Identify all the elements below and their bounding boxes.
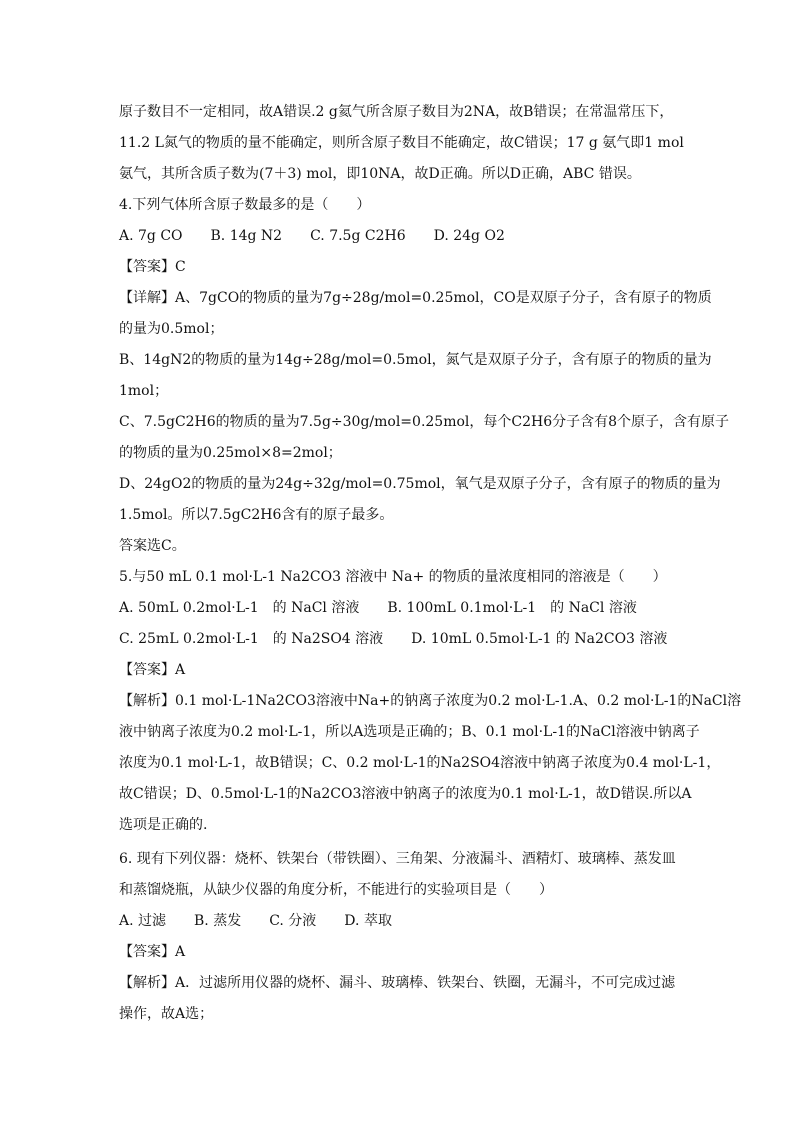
- options-6: A. 过滤 B. 蒸发 C. 分液 D. 萃取: [119, 913, 392, 929]
- question-6: 6. 现有下列仪器：烧杯、铁架台（带铁圈）、三角架、分液漏斗、酒精灯、玻璃棒、蒸发皿: [119, 851, 676, 867]
- question-4: 4.下列气体所含原子数最多的是（ ）: [119, 197, 371, 213]
- text-line: 11.2 L氮气的物质的量不能确定，则所含原子数目不能确定，故C错误；17 g 氨气即1 mol: [119, 135, 684, 151]
- options-4: A. 7g CO B. 14g N2 C. 7.5g C2H6 D. 24g O2: [119, 228, 505, 244]
- text-line: 的物质的量为0.25mol×8=2mol；: [119, 445, 342, 461]
- text-line: 【解析】0.1 mol·L-1Na2CO3溶液中Na+的钠离子浓度为0.2 mol·L-1.A、0.2 mol·L-1的NaCl溶: [119, 693, 742, 709]
- answer-label: 【答案】A: [119, 662, 186, 678]
- answer-label: 【答案】C: [119, 259, 186, 275]
- text-line: 操作，故A选；: [119, 1006, 214, 1022]
- answer-label: 【答案】A: [119, 944, 186, 960]
- question-5: 5.与50 mL 0.1 mol·L-1 Na2CO3 溶液中 Na+ 的物质的量浓度相同的溶液是（ ）: [119, 569, 667, 585]
- text-line: 【解析】A．过滤所用仪器的烧杯、漏斗、玻璃棒、铁架台、铁圈，无漏斗，不可完成过滤: [119, 975, 676, 991]
- text-line: 1mol；: [119, 383, 169, 399]
- text-line: 和蒸馏烧瓶，从缺少仪器的角度分析，不能进行的实验项目是（ ）: [119, 882, 553, 898]
- text-line: 故C错误；D、0.5mol·L-1的Na2CO3溶液中钠离子的浓度为0.1 mol·L-1，故D错误.所以A: [119, 786, 692, 802]
- text-line: 选项是正确的.: [119, 817, 208, 833]
- text-line: 1.5mol。所以7.5gC2H6含有的原子最多。: [119, 507, 394, 523]
- text-line: D、24gO2的物质的量为24g÷32g/mol=0.75mol，氧气是双原子分子，含有原子的物质的量为: [119, 476, 721, 492]
- text-line: 【详解】A、7gCO的物质的量为7g÷28g/mol=0.25mol，CO是双原子分子，含有原子的物质: [119, 290, 712, 306]
- text-line: 原子数目不一定相同，故A错误.2 g氦气所含原子数目为2NA，故B错误；在常温常压下，: [119, 104, 674, 120]
- options-5a: A. 50mL 0.2mol·L-1 的 NaCl 溶液 B. 100mL 0.1mol·L-1 的 NaCl 溶液: [119, 600, 637, 616]
- text-line: C、7.5gC2H6的物质的量为7.5g÷30g/mol=0.25mol，每个C2H6分子含有8个原子，含有原子: [119, 414, 730, 430]
- text-line: 氨气，其所含质子数为(7＋3) mol，即10NA，故D正确。所以D正确，ABC 错误。: [119, 166, 641, 182]
- text-line: 浓度为0.1 mol·L-1，故B错误；C、0.2 mol·L-1的Na2SO4溶液中钠离子浓度为0.4 mol·L-1，: [119, 755, 721, 771]
- text-line: B、14gN2的物质的量为14g÷28g/mol=0.5mol，氮气是双原子分子，含有原子的物质的量为: [119, 352, 712, 368]
- text-line: 液中钠离子浓度为0.2 mol·L-1，所以A选项是正确的；B、0.1 mol·L-1的NaCl溶液中钠离子: [119, 724, 700, 740]
- text-line: 的量为0.5mol；: [119, 321, 224, 337]
- options-5b: C. 25mL 0.2mol·L-1 的 Na2SO4 溶液 D. 10mL 0.5mol·L-1 的 Na2CO3 溶液: [119, 631, 668, 647]
- text-line: 答案选C。: [119, 538, 186, 554]
